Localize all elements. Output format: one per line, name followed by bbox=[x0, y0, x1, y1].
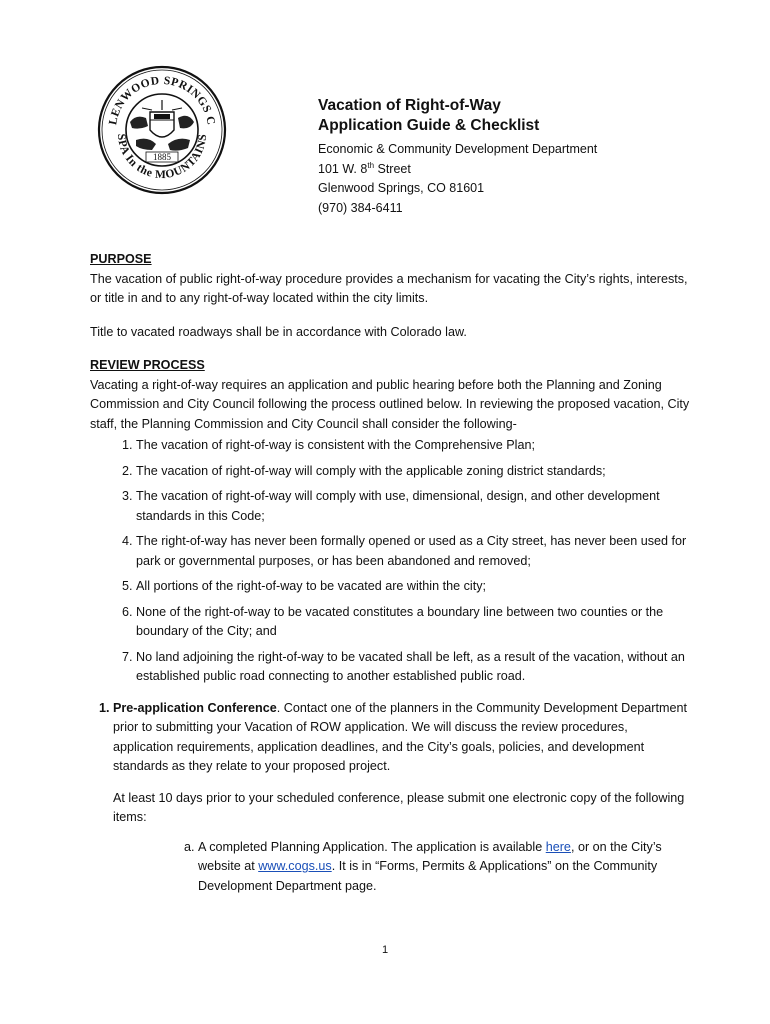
process-steps-list bbox=[90, 699, 690, 897]
purpose-paragraph: The vacation of public right-of-way procedure provides a mechanism for vacating the City’s rights, interests, or title in and to any right-of-way located within the city limits. bbox=[90, 271, 688, 305]
submission-item: a. A completed Planning Application. The application is available here, or on the City’s website at www.cogs.us. It is in “Forms, Permits & Applications” on the Community Development Department page. bbox=[198, 838, 690, 897]
criteria-item: 7. No land adjoining the right-of-way to be vacated shall be left, as a result of the vacation, without an established public road connecting to another established public road. bbox=[136, 648, 690, 687]
department-name: Economic & Community Development Department bbox=[318, 142, 598, 156]
submission-items-list bbox=[113, 838, 690, 897]
purpose-heading: PURPOSE bbox=[90, 252, 152, 266]
criteria-item: 1. The vacation of right-of-way is consistent with the Comprehensive Plan; bbox=[136, 436, 690, 456]
document-header bbox=[318, 96, 738, 218]
review-heading: REVIEW PROCESS bbox=[90, 358, 205, 372]
criteria-item: 6. None of the right-of-way to be vacated constitutes a boundary line between two counties or the boundary of the City; and bbox=[136, 603, 690, 642]
review-intro: Vacating a right-of-way requires an application and public hearing before both the Planning and Zoning Commission and City Council following the process outlined below. In reviewing the proposed vacation, City staff, the Planning Commission and City Council shall consider the following- bbox=[90, 377, 690, 431]
phone-number: (970) 384-6411 bbox=[318, 200, 403, 215]
step-description: . Contact one of the planners in the Community Development Department prior to submitting your Vacation of ROW application. We will discuss the review procedures, application requirements, application deadlines, and the City’s goals, policies, and development standards as they relate to your proposed project. bbox=[113, 700, 687, 773]
application-here-link[interactable]: here bbox=[545, 839, 571, 854]
criteria-item: 5. All portions of the right-of-way to be vacated are within the city; bbox=[136, 577, 690, 597]
city-seal-logo bbox=[96, 64, 228, 196]
criteria-list bbox=[90, 436, 690, 687]
city-state-zip: Glenwood Springs, CO 81601 bbox=[318, 181, 485, 195]
city-website-link[interactable]: www.cogs.us bbox=[258, 859, 332, 873]
svg-text:SPA In the MOUNTAINS: SPA In the MOUNTAINS bbox=[114, 133, 210, 182]
step-submission-note: At least 10 days prior to your scheduled conference, please submit one electronic copy of the following items: bbox=[113, 790, 685, 824]
svg-text:CITY OF GLENWOOD SPRINGS COLOR: LENWOOD SPRINGS C bbox=[107, 74, 217, 127]
document-title: Vacation of Right-of-Way bbox=[318, 97, 501, 114]
step-title: Pre-application Conference bbox=[113, 700, 277, 715]
criteria-item: 2. The vacation of right-of-way will comply with the applicable zoning district standards; bbox=[136, 462, 690, 482]
svg-text:1885: 1885 bbox=[153, 152, 171, 162]
title-paragraph: Title to vacated roadways shall be in accordance with Colorado law. bbox=[90, 324, 467, 339]
document-body bbox=[90, 250, 690, 896]
step-pre-application bbox=[113, 699, 690, 897]
page-number: 1 bbox=[381, 944, 389, 956]
criteria-item: 3. The vacation of right-of-way will comply with use, dimensional, design, and other development standards in this Code; bbox=[136, 487, 690, 526]
criteria-item: 4. The right-of-way has never been formally opened or used as a City street, has never been used for park or governmental purposes, or has been abandoned and removed; bbox=[136, 532, 690, 571]
document-subtitle: Application Guide & Checklist bbox=[318, 117, 540, 134]
street-address: 101 W. 8th Street bbox=[318, 160, 411, 176]
